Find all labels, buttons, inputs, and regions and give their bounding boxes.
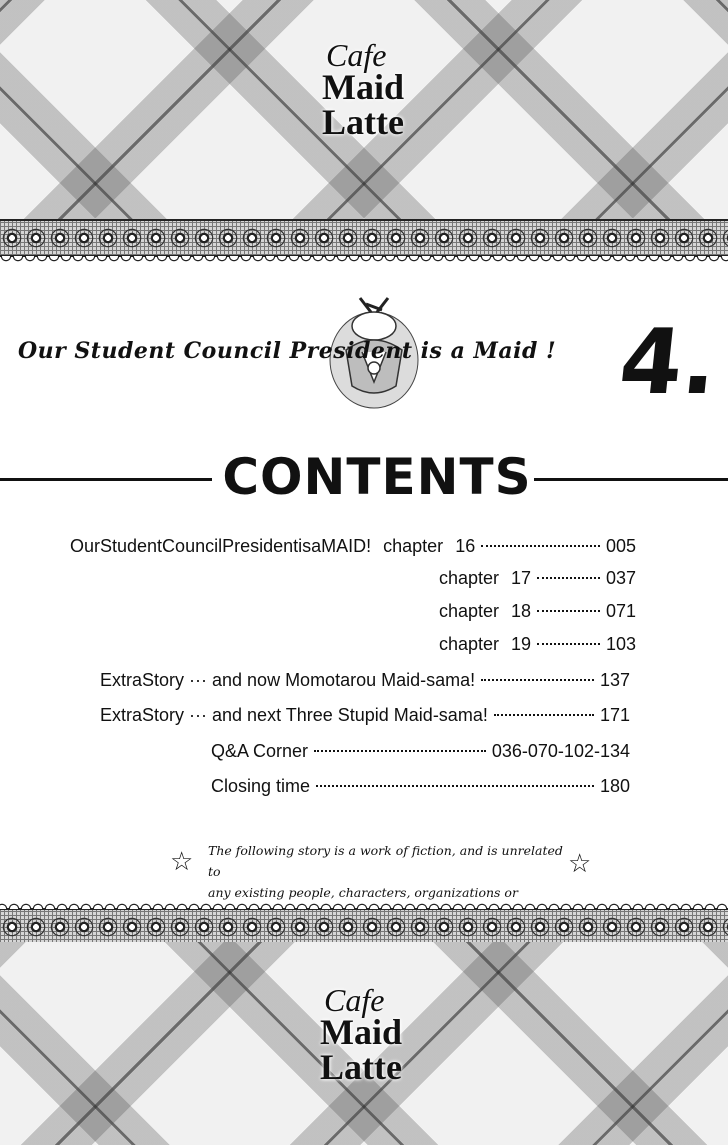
lace-border-top bbox=[0, 219, 728, 257]
toc-entry-label: OurStudentCouncilPresidentisaMAID! bbox=[70, 536, 372, 556]
toc-entry-label: ExtraStory ··· and now Momotarou Maid-sama! bbox=[100, 670, 476, 690]
star-icon: ☆ bbox=[170, 846, 194, 876]
contents-heading: CONTENTS bbox=[222, 448, 532, 506]
toc-entry[interactable] bbox=[439, 634, 636, 655]
volume-number: 4. bbox=[614, 310, 723, 415]
toc-page-number: 103 bbox=[605, 634, 636, 654]
toc-entry[interactable] bbox=[100, 670, 630, 691]
dot-leader bbox=[494, 714, 594, 716]
logo-latte-text: Latte bbox=[320, 1047, 402, 1087]
toc-entry[interactable] bbox=[439, 601, 636, 622]
disclaimer-line-2: any existing people, characters, organizations or bbox=[208, 885, 518, 900]
toc-entry[interactable] bbox=[211, 741, 630, 762]
fiction-disclaimer bbox=[170, 838, 600, 900]
toc-page-number: 037 bbox=[605, 568, 636, 588]
toc-chapter-number: 18 bbox=[511, 601, 532, 621]
contents-rule-right bbox=[534, 478, 728, 481]
toc-chapter-number: 16 bbox=[455, 536, 476, 556]
toc-entry-label: Q&A Corner bbox=[211, 741, 309, 761]
toc-entry-label: Closing time bbox=[211, 776, 311, 796]
toc-chapter-word: chapter bbox=[383, 536, 444, 556]
toc-chapter-number: 19 bbox=[511, 634, 532, 654]
toc-page-number: 171 bbox=[599, 705, 630, 725]
toc-page-number: 180 bbox=[599, 776, 630, 796]
toc-page-number: 005 bbox=[605, 536, 636, 556]
toc-chapter-number: 17 bbox=[511, 568, 532, 588]
toc-entry-label: ExtraStory ··· and next Three Stupid Maid-sama! bbox=[100, 705, 488, 725]
toc-chapter-word: chapter bbox=[439, 568, 500, 588]
logo-maid-text: Maid bbox=[320, 1012, 403, 1052]
toc-entry[interactable] bbox=[439, 568, 636, 589]
logo-maid-text: Maid bbox=[322, 67, 405, 107]
toc-entry[interactable] bbox=[211, 776, 630, 797]
dot-leader bbox=[537, 643, 600, 645]
toc-chapter-word: chapter bbox=[439, 601, 500, 621]
cafe-maid-latte-logo-bottom bbox=[320, 982, 480, 1087]
contents-rule-left bbox=[0, 478, 212, 481]
logo-cafe-text: Cafe bbox=[324, 982, 385, 1018]
dot-leader bbox=[481, 679, 594, 681]
dot-leader bbox=[481, 545, 600, 547]
toc-entry[interactable] bbox=[70, 536, 636, 557]
disclaimer-line-1: The following story is a work of fiction, and is unrelated to bbox=[208, 843, 563, 879]
toc-chapter-word: chapter bbox=[439, 634, 500, 654]
dot-leader bbox=[316, 785, 594, 787]
toc-entry[interactable] bbox=[100, 705, 630, 726]
logo-cafe-text: Cafe bbox=[326, 37, 387, 73]
dot-leader bbox=[314, 750, 486, 752]
dot-leader bbox=[537, 610, 600, 612]
toc-page-number: 036-070-102-134 bbox=[491, 741, 630, 761]
star-icon: ☆ bbox=[568, 848, 592, 878]
toc-page-number: 137 bbox=[599, 670, 630, 690]
cafe-maid-latte-logo-top bbox=[322, 37, 482, 142]
lace-border-bottom bbox=[0, 908, 728, 946]
series-title: Our Student Council President is a Maid ! bbox=[18, 338, 557, 364]
dot-leader bbox=[537, 577, 600, 579]
logo-latte-text: Latte bbox=[322, 102, 404, 142]
toc-page-number: 071 bbox=[605, 601, 636, 621]
